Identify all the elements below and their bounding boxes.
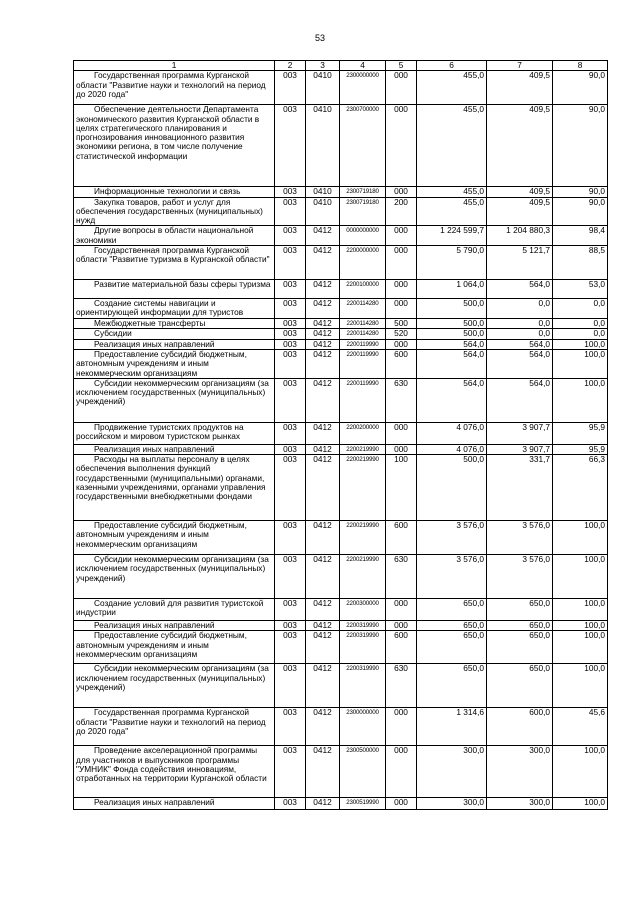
- expense-type-cell: 500: [386, 319, 417, 329]
- table-row: [74, 280, 608, 299]
- planned-amount-cell: 500,0: [417, 455, 487, 521]
- planned-amount-cell: 455,0: [417, 71, 487, 105]
- table-row: [74, 319, 608, 329]
- expense-type-cell: 000: [386, 71, 417, 105]
- execution-percent-cell: 95,9: [553, 444, 608, 454]
- section-code-cell: 0412: [306, 621, 340, 631]
- row-name-text: Государственная программа Курганской области "Развитие науки и технологий на период до 2020 года": [76, 707, 266, 737]
- planned-amount-cell: 500,0: [417, 299, 487, 319]
- table-row: [74, 422, 608, 444]
- table-row: [74, 197, 608, 226]
- planned-amount-cell: 1 224 599,7: [417, 226, 487, 246]
- expense-type-cell: 520: [386, 329, 417, 339]
- row-name-text: Обеспечение деятельности Департамента экономического развития Курганской области в целях стратегического планирования и прогнозирования инновационного развития экономики региона, в том числе получение статистической информации: [76, 104, 260, 161]
- expense-type-cell: 000: [386, 339, 417, 349]
- table-row: [74, 746, 608, 798]
- row-name-text: Государственная программа Курганской области "Развитие науки и технологий на период до 2020 года": [76, 70, 266, 99]
- target-article-cell: 2300000000: [340, 708, 386, 746]
- execution-percent-cell: 100,0: [553, 621, 608, 631]
- row-name-cell: [74, 105, 275, 187]
- target-article-cell: 2200119990: [340, 378, 386, 422]
- planned-amount-cell: 300,0: [417, 798, 487, 810]
- section-code-cell: 0412: [306, 746, 340, 798]
- execution-percent-cell: 100,0: [553, 521, 608, 555]
- executed-amount-cell: 564,0: [487, 339, 553, 349]
- expense-type-cell: 100: [386, 455, 417, 521]
- execution-percent-cell: 100,0: [553, 599, 608, 621]
- header-cell: 1: [74, 61, 275, 71]
- table-row: [74, 708, 608, 746]
- target-article-cell: 2300519990: [340, 798, 386, 810]
- section-code-cell: 0412: [306, 444, 340, 454]
- row-name-cell: [74, 280, 275, 299]
- row-name-text: Расходы на выплаты персоналу в целях обеспечения выполнения функций государственными (муниципальными) органами, казенными учреждениями, органами управления государственными внебюджетными фондами: [76, 454, 266, 502]
- executed-amount-cell: 409,5: [487, 105, 553, 187]
- planned-amount-cell: 1 064,0: [417, 280, 487, 299]
- executed-amount-cell: 3 907,7: [487, 422, 553, 444]
- table-row: [74, 664, 608, 708]
- executed-amount-cell: 650,0: [487, 664, 553, 708]
- row-name-text: Предоставление субсидий бюджетным, автономным учреждениям и иным некоммерческим организациям: [76, 520, 247, 549]
- expense-type-cell: 600: [386, 349, 417, 378]
- row-name-text: Реализация иных направлений: [94, 797, 215, 808]
- section-code-cell: 0412: [306, 455, 340, 521]
- table-row: [74, 105, 608, 187]
- admin-code-cell: 003: [275, 631, 306, 664]
- expense-type-cell: 000: [386, 621, 417, 631]
- executed-amount-cell: 409,5: [487, 187, 553, 197]
- admin-code-cell: 003: [275, 444, 306, 454]
- row-name-text: Субсидии: [94, 328, 132, 339]
- section-code-cell: 0412: [306, 319, 340, 329]
- row-name-cell: [74, 349, 275, 378]
- expense-type-cell: 000: [386, 246, 417, 280]
- planned-amount-cell: 5 790,0: [417, 246, 487, 280]
- expense-type-cell: 000: [386, 746, 417, 798]
- executed-amount-cell: 331,7: [487, 455, 553, 521]
- admin-code-cell: 003: [275, 105, 306, 187]
- admin-code-cell: 003: [275, 599, 306, 621]
- header-cell: 5: [386, 61, 417, 71]
- execution-percent-cell: 0,0: [553, 299, 608, 319]
- row-name-cell: [74, 708, 275, 746]
- row-name-cell: [74, 422, 275, 444]
- admin-code-cell: 003: [275, 339, 306, 349]
- row-name-text: Продвижение туристских продуктов на российском и мировом туристском рынках: [76, 422, 244, 442]
- executed-amount-cell: 564,0: [487, 280, 553, 299]
- row-name-cell: [74, 226, 275, 246]
- header-cell: 2: [275, 61, 306, 71]
- section-code-cell: 0412: [306, 708, 340, 746]
- section-code-cell: 0410: [306, 197, 340, 226]
- target-article-cell: 2300500000: [340, 746, 386, 798]
- expense-type-cell: 000: [386, 708, 417, 746]
- section-code-cell: 0410: [306, 187, 340, 197]
- target-article-cell: 2200119990: [340, 349, 386, 378]
- section-code-cell: 0412: [306, 246, 340, 280]
- row-name-cell: [74, 631, 275, 664]
- row-name-text: Реализация иных направлений: [94, 620, 215, 631]
- executed-amount-cell: 409,5: [487, 71, 553, 105]
- table-row: [74, 444, 608, 454]
- expense-type-cell: 200: [386, 197, 417, 226]
- row-name-cell: [74, 339, 275, 349]
- planned-amount-cell: 3 576,0: [417, 521, 487, 555]
- planned-amount-cell: 564,0: [417, 339, 487, 349]
- executed-amount-cell: 3 576,0: [487, 555, 553, 599]
- section-code-cell: 0412: [306, 422, 340, 444]
- admin-code-cell: 003: [275, 555, 306, 599]
- expense-type-cell: 000: [386, 187, 417, 197]
- row-name-cell: [74, 71, 275, 105]
- target-article-cell: 2300000000: [340, 71, 386, 105]
- planned-amount-cell: 500,0: [417, 329, 487, 339]
- header-cell: 3: [306, 61, 340, 71]
- target-article-cell: 2200319990: [340, 621, 386, 631]
- target-article-cell: 2300719180: [340, 197, 386, 226]
- executed-amount-cell: 409,5: [487, 197, 553, 226]
- admin-code-cell: 003: [275, 521, 306, 555]
- execution-percent-cell: 98,4: [553, 226, 608, 246]
- admin-code-cell: 003: [275, 246, 306, 280]
- target-article-cell: 2200000000: [340, 246, 386, 280]
- row-name-cell: [74, 299, 275, 319]
- row-name-text: Закупка товаров, работ и услуг для обеспечения государственных (муниципальных) нужд: [76, 197, 263, 226]
- section-code-cell: 0412: [306, 555, 340, 599]
- planned-amount-cell: 650,0: [417, 664, 487, 708]
- row-name-cell: [74, 187, 275, 197]
- admin-code-cell: 003: [275, 226, 306, 246]
- executed-amount-cell: 1 204 880,3: [487, 226, 553, 246]
- row-name-cell: [74, 599, 275, 621]
- section-code-cell: 0410: [306, 105, 340, 187]
- planned-amount-cell: 4 076,0: [417, 444, 487, 454]
- page-number: 53: [314, 33, 325, 43]
- executed-amount-cell: 600,0: [487, 708, 553, 746]
- row-name-cell: [74, 798, 275, 810]
- table-row: [74, 339, 608, 349]
- execution-percent-cell: 100,0: [553, 746, 608, 798]
- execution-percent-cell: 88,5: [553, 246, 608, 280]
- planned-amount-cell: 455,0: [417, 197, 487, 226]
- row-name-cell: [74, 378, 275, 422]
- admin-code-cell: 003: [275, 746, 306, 798]
- section-code-cell: 0412: [306, 631, 340, 664]
- row-name-text: Проведение акселерационной программы для участников и выпускников программы "УМНИК" Фонда содействия инновациям, отработанных на территории Курганской области: [76, 745, 267, 784]
- budget-table: [73, 60, 608, 810]
- row-name-cell: [74, 621, 275, 631]
- row-name-text: Развитие материальной базы сферы туризма: [94, 279, 271, 290]
- row-name-text: Создание условий для развития туристской индустрии: [76, 598, 264, 618]
- row-name-cell: [74, 319, 275, 329]
- executed-amount-cell: 564,0: [487, 349, 553, 378]
- row-name-text: Государственная программа Курганской области "Развитие туризма в Курганской области": [76, 245, 270, 265]
- row-name-text: Создание системы навигации и ориентирующей информации для туристов: [76, 298, 244, 318]
- target-article-cell: 2200119990: [340, 339, 386, 349]
- admin-code-cell: 003: [275, 664, 306, 708]
- admin-code-cell: 003: [275, 708, 306, 746]
- row-name-text: Предоставление субсидий бюджетным, автономным учреждениям и иным некоммерческим организациям: [76, 349, 247, 378]
- expense-type-cell: 600: [386, 521, 417, 555]
- execution-percent-cell: 90,0: [553, 105, 608, 187]
- execution-percent-cell: 90,0: [553, 71, 608, 105]
- table-row: [74, 521, 608, 555]
- admin-code-cell: 003: [275, 621, 306, 631]
- executed-amount-cell: 3 907,7: [487, 444, 553, 454]
- admin-code-cell: 003: [275, 319, 306, 329]
- target-article-cell: 2200219990: [340, 521, 386, 555]
- target-article-cell: 2200219990: [340, 455, 386, 521]
- header-cell: 6: [417, 61, 487, 71]
- row-name-cell: [74, 521, 275, 555]
- admin-code-cell: 003: [275, 280, 306, 299]
- table-row: [74, 329, 608, 339]
- table-row: [74, 555, 608, 599]
- table-row: [74, 631, 608, 664]
- execution-percent-cell: 100,0: [553, 664, 608, 708]
- planned-amount-cell: 455,0: [417, 187, 487, 197]
- execution-percent-cell: 95,9: [553, 422, 608, 444]
- execution-percent-cell: 0,0: [553, 319, 608, 329]
- target-article-cell: 0000000000: [340, 226, 386, 246]
- table-row: [74, 621, 608, 631]
- target-article-cell: 2200114280: [340, 329, 386, 339]
- admin-code-cell: 003: [275, 798, 306, 810]
- row-name-text: Субсидии некоммерческим организациям (за исключением государственных (муниципальных) учреждений): [76, 663, 269, 693]
- expense-type-cell: 000: [386, 105, 417, 187]
- header-cell: 7: [487, 61, 553, 71]
- expense-type-cell: 000: [386, 299, 417, 319]
- execution-percent-cell: 53,0: [553, 280, 608, 299]
- target-article-cell: 2300719180: [340, 187, 386, 197]
- target-article-cell: 2200219990: [340, 444, 386, 454]
- row-name-text: Субсидии некоммерческим организациям (за исключением государственных (муниципальных) учреждений): [76, 378, 269, 407]
- executed-amount-cell: 0,0: [487, 329, 553, 339]
- section-code-cell: 0412: [306, 339, 340, 349]
- executed-amount-cell: 5 121,7: [487, 246, 553, 280]
- execution-percent-cell: 100,0: [553, 339, 608, 349]
- execution-percent-cell: 100,0: [553, 349, 608, 378]
- row-name-cell: [74, 455, 275, 521]
- section-code-cell: 0412: [306, 329, 340, 339]
- admin-code-cell: 003: [275, 187, 306, 197]
- table-row: [74, 455, 608, 521]
- section-code-cell: 0410: [306, 71, 340, 105]
- target-article-cell: 2200100000: [340, 280, 386, 299]
- expense-type-cell: 000: [386, 444, 417, 454]
- execution-percent-cell: 100,0: [553, 631, 608, 664]
- executed-amount-cell: 650,0: [487, 631, 553, 664]
- row-name-text: Субсидии некоммерческим организациям (за исключением государственных (муниципальных) учреждений): [76, 554, 269, 583]
- planned-amount-cell: 564,0: [417, 378, 487, 422]
- header-cell: 8: [553, 61, 608, 71]
- expense-type-cell: 000: [386, 280, 417, 299]
- header-row: [74, 61, 608, 71]
- target-article-cell: 2300700000: [340, 105, 386, 187]
- admin-code-cell: 003: [275, 422, 306, 444]
- target-article-cell: 2200114280: [340, 299, 386, 319]
- target-article-cell: 2200319990: [340, 664, 386, 708]
- executed-amount-cell: 0,0: [487, 299, 553, 319]
- execution-percent-cell: 90,0: [553, 197, 608, 226]
- table-row: [74, 599, 608, 621]
- admin-code-cell: 003: [275, 349, 306, 378]
- planned-amount-cell: 300,0: [417, 746, 487, 798]
- table-row: [74, 226, 608, 246]
- planned-amount-cell: 1 314,6: [417, 708, 487, 746]
- admin-code-cell: 003: [275, 455, 306, 521]
- execution-percent-cell: 66,3: [553, 455, 608, 521]
- planned-amount-cell: 650,0: [417, 631, 487, 664]
- admin-code-cell: 003: [275, 299, 306, 319]
- row-name-text: Реализация иных направлений: [94, 444, 215, 454]
- section-code-cell: 0412: [306, 521, 340, 555]
- execution-percent-cell: 90,0: [553, 187, 608, 197]
- expense-type-cell: 630: [386, 555, 417, 599]
- execution-percent-cell: 0,0: [553, 329, 608, 339]
- row-name-cell: [74, 555, 275, 599]
- expense-type-cell: 600: [386, 631, 417, 664]
- planned-amount-cell: 500,0: [417, 319, 487, 329]
- target-article-cell: 2200300000: [340, 599, 386, 621]
- row-name-text: Межбюджетные трансферты: [94, 318, 206, 329]
- executed-amount-cell: 300,0: [487, 746, 553, 798]
- table-row: [74, 349, 608, 378]
- target-article-cell: 2200219990: [340, 555, 386, 599]
- execution-percent-cell: 100,0: [553, 555, 608, 599]
- row-name-text: Информационные технологии и связь: [94, 186, 241, 197]
- target-article-cell: 2200319990: [340, 631, 386, 664]
- planned-amount-cell: 3 576,0: [417, 555, 487, 599]
- execution-percent-cell: 100,0: [553, 378, 608, 422]
- row-name-cell: [74, 444, 275, 454]
- section-code-cell: 0412: [306, 226, 340, 246]
- row-name-cell: [74, 664, 275, 708]
- table-row: [74, 187, 608, 197]
- target-article-cell: 2200200000: [340, 422, 386, 444]
- expense-type-cell: 000: [386, 798, 417, 810]
- executed-amount-cell: 650,0: [487, 621, 553, 631]
- executed-amount-cell: 564,0: [487, 378, 553, 422]
- section-code-cell: 0412: [306, 349, 340, 378]
- table-row: [74, 798, 608, 810]
- executed-amount-cell: 0,0: [487, 319, 553, 329]
- table-row: [74, 378, 608, 422]
- admin-code-cell: 003: [275, 378, 306, 422]
- expense-type-cell: 630: [386, 664, 417, 708]
- row-name-text: Предоставление субсидий бюджетным, автономным учреждениям и иным некоммерческим организациям: [76, 630, 247, 660]
- executed-amount-cell: 3 576,0: [487, 521, 553, 555]
- planned-amount-cell: 455,0: [417, 105, 487, 187]
- row-name-cell: [74, 197, 275, 226]
- admin-code-cell: 003: [275, 329, 306, 339]
- section-code-cell: 0412: [306, 378, 340, 422]
- row-name-cell: [74, 746, 275, 798]
- target-article-cell: 2200114280: [340, 319, 386, 329]
- execution-percent-cell: 45,6: [553, 708, 608, 746]
- executed-amount-cell: 650,0: [487, 599, 553, 621]
- section-code-cell: 0412: [306, 299, 340, 319]
- row-name-text: Реализация иных направлений: [94, 339, 215, 349]
- table-row: [74, 299, 608, 319]
- planned-amount-cell: 650,0: [417, 621, 487, 631]
- expense-type-cell: 000: [386, 422, 417, 444]
- expense-type-cell: 000: [386, 599, 417, 621]
- expense-type-cell: 000: [386, 226, 417, 246]
- table-row: [74, 71, 608, 105]
- section-code-cell: 0412: [306, 599, 340, 621]
- row-name-text: Другие вопросы в области национальной экономики: [76, 225, 254, 245]
- planned-amount-cell: 564,0: [417, 349, 487, 378]
- admin-code-cell: 003: [275, 197, 306, 226]
- row-name-cell: [74, 246, 275, 280]
- planned-amount-cell: 4 076,0: [417, 422, 487, 444]
- expense-type-cell: 630: [386, 378, 417, 422]
- executed-amount-cell: 300,0: [487, 798, 553, 810]
- section-code-cell: 0412: [306, 798, 340, 810]
- section-code-cell: 0412: [306, 280, 340, 299]
- section-code-cell: 0412: [306, 664, 340, 708]
- row-name-cell: [74, 329, 275, 339]
- execution-percent-cell: 100,0: [553, 798, 608, 810]
- planned-amount-cell: 650,0: [417, 599, 487, 621]
- table-row: [74, 246, 608, 280]
- admin-code-cell: 003: [275, 71, 306, 105]
- header-cell: 4: [340, 61, 386, 71]
